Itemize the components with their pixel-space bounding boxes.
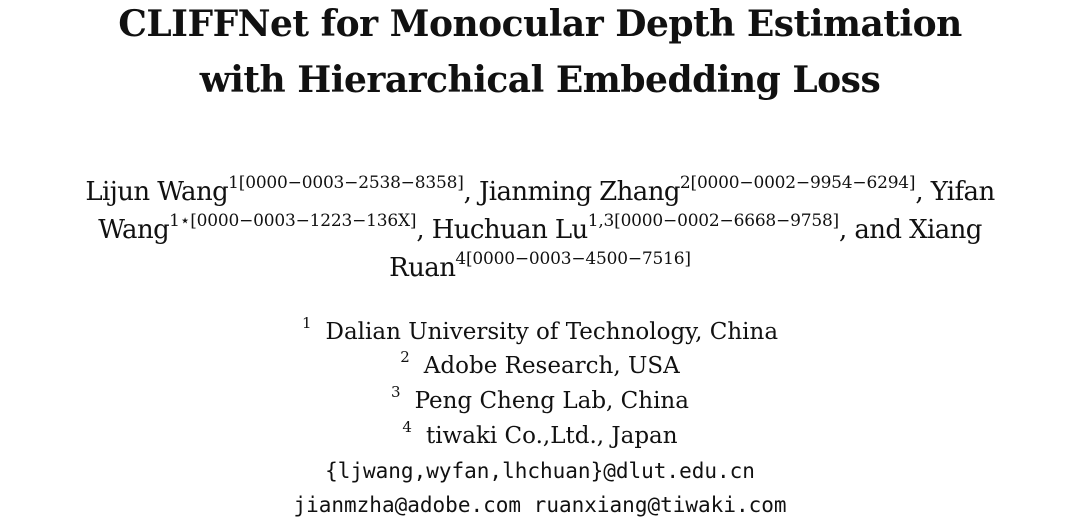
author-separator: , (915, 177, 931, 207)
author-affiliation-orcid: 1,3[0000−0002−6668−9758] (587, 211, 839, 231)
author-name-part: Xiang (909, 215, 982, 245)
affiliation-number: 4 (402, 418, 412, 436)
affiliation-text: Dalian University of Technology, China (325, 319, 779, 345)
paper-title-line-2: with Hierarchical Embedding Loss (199, 59, 881, 101)
author-name-part: Wang (98, 215, 170, 245)
author-name-part: Yifan (930, 177, 995, 207)
affiliation-text: Peng Cheng Lab, China (414, 388, 689, 414)
author-line-3 (0, 249, 1080, 283)
affiliation-text: tiwaki Co.,Ltd., Japan (425, 423, 678, 449)
author-separator: , (416, 215, 432, 245)
affiliation-1 (0, 314, 1080, 346)
author-separator: , and (839, 215, 910, 245)
author-line-1 (0, 173, 1080, 207)
author-affiliation-orcid: 2[0000−0002−9954−6294] (679, 173, 916, 193)
email-line-1[interactable]: {ljwang,wyfan,lhchuan}@dlut.edu.cn (325, 459, 755, 483)
affiliation-number: 1 (301, 314, 312, 332)
paper-title-line-1: CLIFFNet for Monocular Depth Estimation (118, 3, 962, 45)
email-line-2[interactable]: jianmzha@adobe.com ruanxiang@tiwaki.com (293, 493, 787, 517)
author-line-2 (0, 211, 1080, 245)
author-name-part: Ruan (389, 253, 456, 283)
affiliation-4 (0, 418, 1080, 450)
author-name: Lijun Wang (85, 177, 229, 207)
affiliation-text: Adobe Research, USA (423, 353, 680, 379)
author-affiliation-orcid: 4[0000−0003−4500−7516] (455, 249, 691, 269)
author-separator: , (463, 177, 479, 207)
affiliation-number: 2 (400, 348, 410, 366)
author-affiliation-orcid: 1⋆[0000−0003−1223−136X] (169, 211, 417, 231)
author-affiliation-orcid: 1[0000−0003−2538−8358] (228, 173, 464, 193)
author-name: Jianming Zhang (478, 177, 680, 207)
affiliation-2 (0, 348, 1080, 380)
affiliation-number: 3 (391, 383, 401, 401)
author-name: Huchuan Lu (431, 215, 588, 245)
affiliation-3 (0, 383, 1080, 415)
